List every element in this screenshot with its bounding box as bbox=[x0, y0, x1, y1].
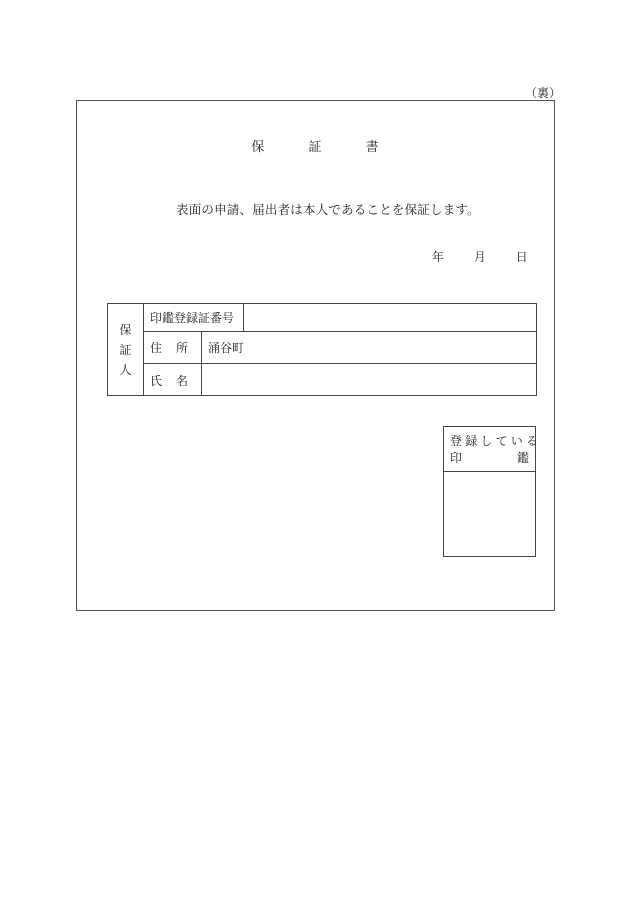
registration-label: 印鑑登録証番号 bbox=[144, 304, 244, 331]
address-label bbox=[144, 332, 202, 363]
day-label: 日 bbox=[515, 250, 528, 264]
address-field[interactable]: 涌谷町 bbox=[208, 341, 245, 355]
guarantor-table bbox=[107, 303, 537, 396]
guarantor-heading-char: 証 bbox=[119, 342, 132, 357]
name-row bbox=[144, 364, 536, 396]
seal-imprint-area[interactable] bbox=[444, 472, 535, 556]
address-row bbox=[144, 332, 536, 364]
title-char: 書 bbox=[365, 140, 379, 155]
seal-box-header bbox=[444, 427, 542, 472]
seal-header-char: 印 bbox=[450, 451, 463, 465]
address-label-char: 住 bbox=[150, 341, 163, 355]
guarantee-statement: 表面の申請、届出者は本人であることを保証します。 bbox=[176, 202, 480, 217]
guarantor-heading bbox=[108, 304, 144, 395]
year-label: 年 bbox=[432, 250, 445, 264]
seal-header-line1: 登録している bbox=[450, 434, 542, 448]
seal-header-char: 鑑 bbox=[516, 451, 529, 465]
name-label bbox=[144, 364, 202, 396]
title-char: 保 bbox=[251, 140, 265, 155]
registration-row bbox=[144, 304, 536, 332]
title-char: 証 bbox=[308, 140, 322, 155]
name-label-char: 氏 bbox=[150, 373, 163, 388]
date-line bbox=[432, 248, 554, 265]
registered-seal-box bbox=[443, 426, 542, 557]
document-title bbox=[0, 136, 630, 155]
name-label-char: 名 bbox=[176, 373, 189, 388]
month-label: 月 bbox=[473, 250, 486, 264]
page-side-marker: （裏） bbox=[525, 86, 562, 100]
address-label-char: 所 bbox=[176, 341, 189, 355]
guarantor-heading-char: 人 bbox=[119, 362, 132, 377]
seal-header-line2 bbox=[450, 449, 531, 466]
guarantor-heading-char: 保 bbox=[119, 322, 132, 337]
